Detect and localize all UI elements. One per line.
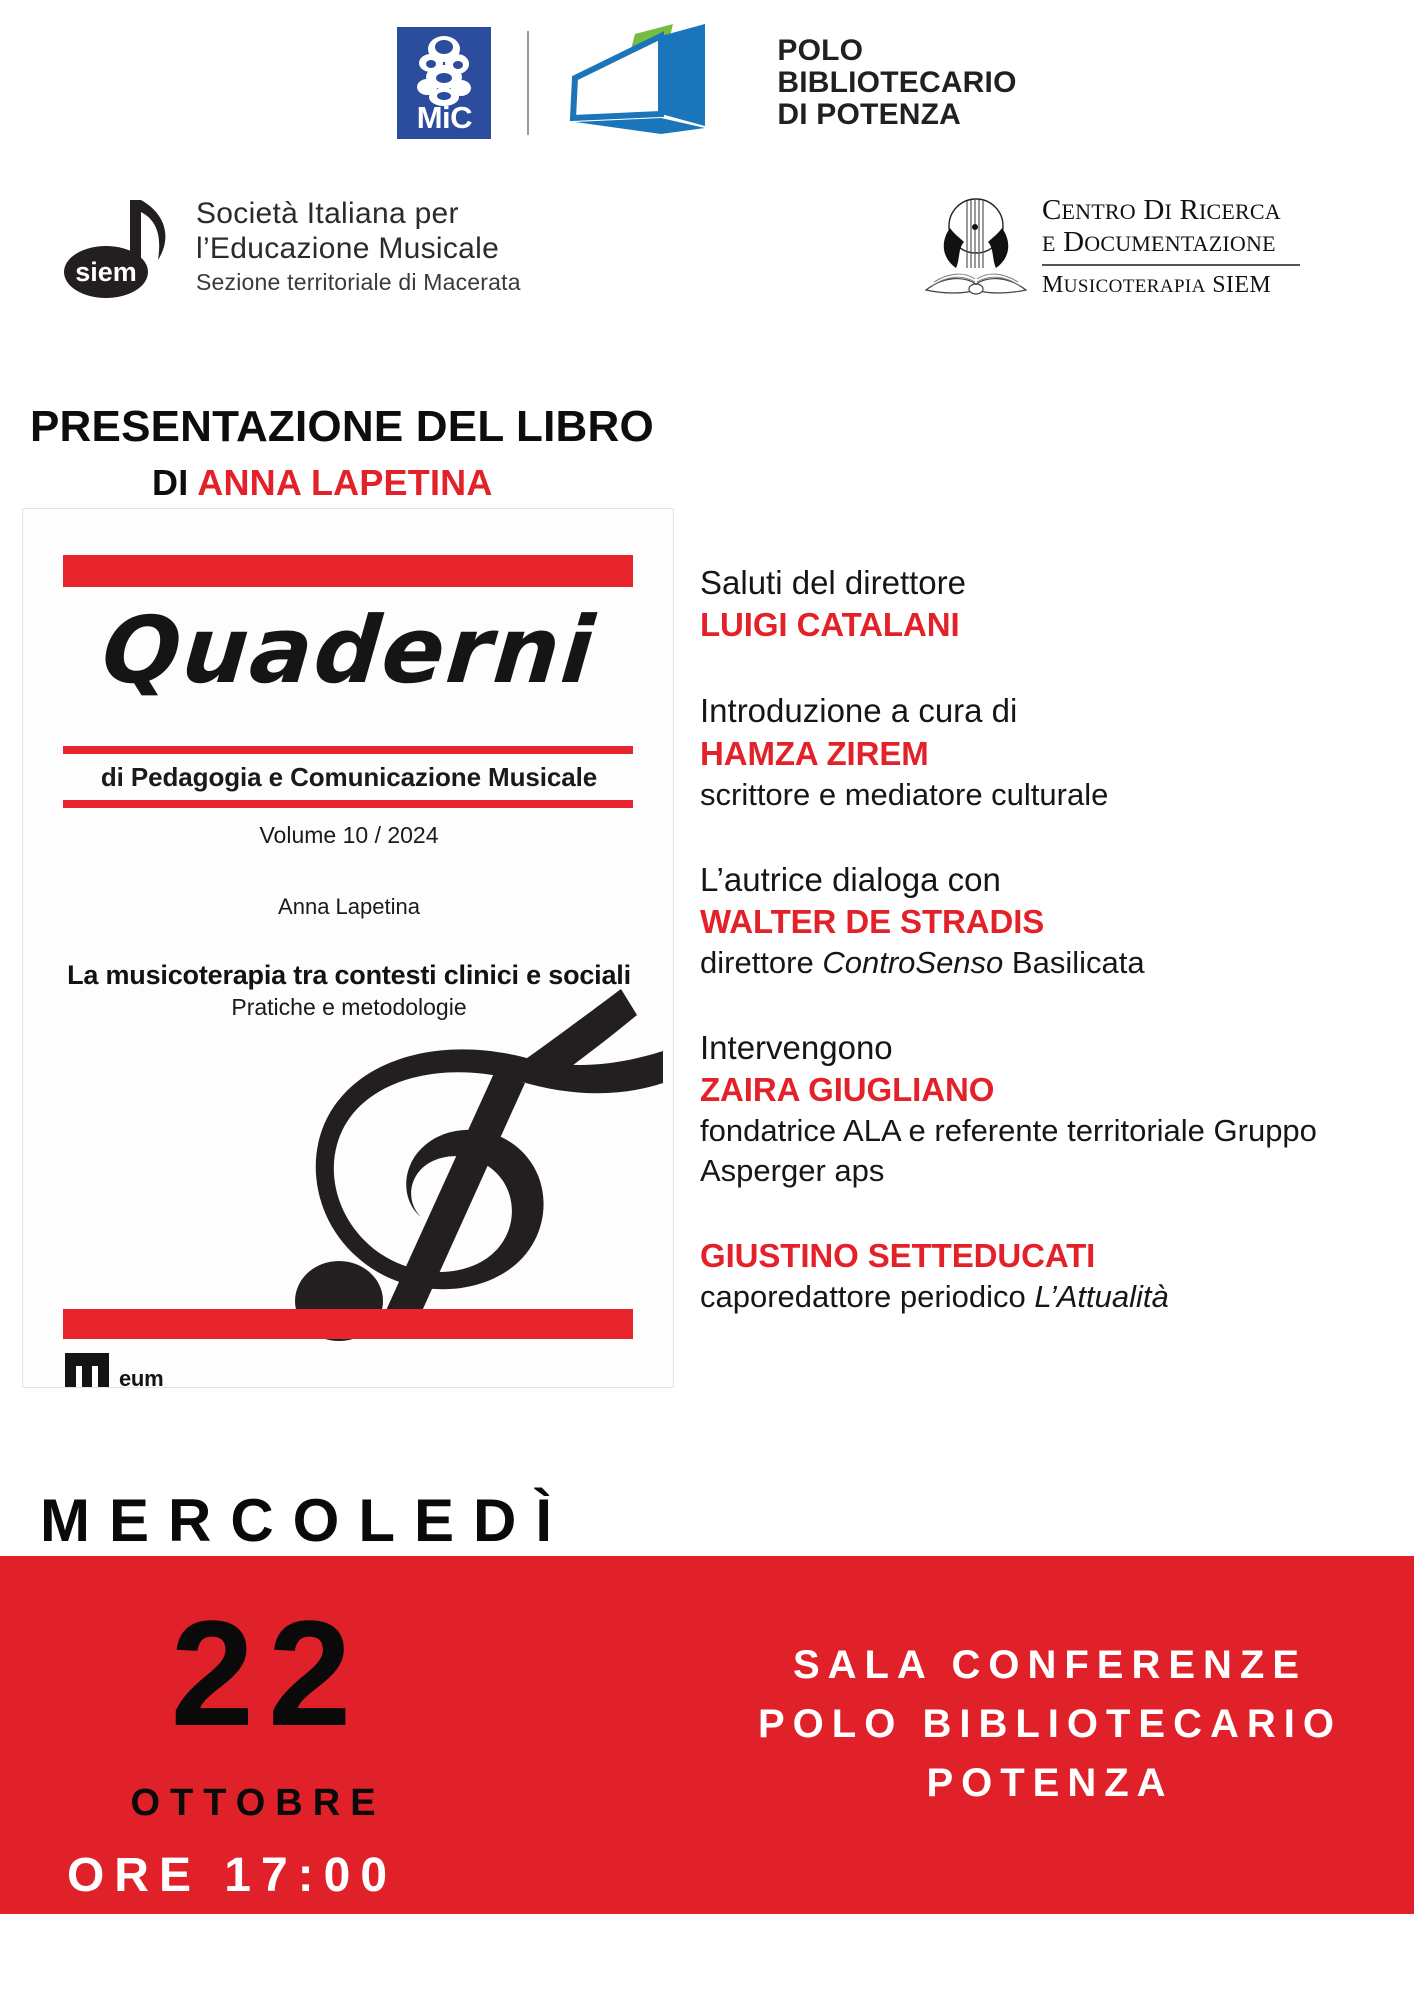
cover-bar-mid-upper	[63, 746, 633, 754]
program-speaker-role: fondatrice ALA e referente territoriale Gruppo Asperger aps	[700, 1113, 1317, 1188]
cover-subtitle: Pratiche e metodologie	[231, 994, 467, 1020]
publisher-name: eum	[119, 1366, 164, 1388]
event-time: ORE 17:00	[66, 1849, 398, 1902]
program-entry	[700, 1027, 1400, 1191]
by-prefix: DI	[152, 462, 198, 503]
cover-artwork	[151, 979, 674, 1349]
crd-divider	[1042, 264, 1300, 266]
cover-bar-bottom	[63, 1309, 633, 1339]
program-list	[700, 562, 1400, 1316]
svg-text:siem: siem	[75, 257, 137, 287]
polo-logo-text	[777, 35, 1016, 131]
siem-line-1: Società Italiana per	[196, 197, 459, 230]
eum-mark-icon	[65, 1353, 109, 1388]
event-weekday: MERCOLEDÌ	[40, 1487, 571, 1554]
program-entry	[700, 1235, 1400, 1317]
event-venue	[700, 1636, 1400, 1814]
event-month: OTTOBRE	[130, 1782, 386, 1824]
program-intro: Intervengono	[700, 1028, 893, 1066]
mic-logo	[397, 27, 491, 139]
cover-series-subtitle: di Pedagogia e Comunicazione Musicale	[100, 762, 598, 792]
polo-line-3: DI POTENZA	[777, 98, 962, 132]
cover-series-title: Quaderni	[98, 597, 600, 704]
program-speaker-name: WALTER DE STRADIS	[700, 902, 1045, 940]
program-intro: Introduzione a cura di	[700, 692, 1018, 730]
venue-line-3: POTENZA	[926, 1761, 1174, 1806]
cover-bar-mid-lower	[63, 800, 633, 808]
polo-line-2: BIBLIOTECARIO	[777, 65, 1017, 99]
author-name: ANNA LAPETINA	[197, 462, 493, 503]
crd-line-1: CENTRO DI RICERCA	[1042, 194, 1281, 226]
siem-line-2: l’Educazione Musicale	[196, 232, 500, 266]
page-title: PRESENTAZIONE DEL LIBRO	[30, 402, 654, 451]
program-speaker-role: direttore ControSenso Basilicata	[700, 945, 1145, 981]
crd-line-3: MUSICOTERAPIA SIEM	[1042, 271, 1272, 298]
siem-logo-text	[196, 186, 521, 298]
program-speaker-name: LUIGI CATALANI	[700, 606, 960, 644]
publisher-logo	[65, 1353, 163, 1388]
program-speaker-name: GIUSTINO SETTEDUCATI	[700, 1236, 1096, 1274]
venue-line-2: POLO BIBLIOTECARIO	[758, 1702, 1342, 1747]
program-speaker-name: HAMZA ZIREM	[700, 734, 929, 772]
program-intro: Saluti del direttore	[700, 564, 966, 601]
polo-building-icon	[565, 22, 755, 144]
polo-line-1: POLO	[777, 33, 864, 67]
cover-bar-top	[63, 555, 633, 587]
cover-volume: Volume 10 / 2024	[259, 822, 439, 848]
program-speaker-name: ZAIRA GIUGLIANO	[700, 1070, 995, 1108]
crd-line-2: E DOCUMENTAZIONE	[1042, 226, 1276, 259]
program-entry	[700, 690, 1400, 814]
centro-ricerca-logo	[920, 190, 1300, 299]
venue-line-1: SALA CONFERENZE	[792, 1643, 1308, 1687]
program-speaker-role: scrittore e mediatore culturale	[700, 776, 1109, 812]
program-intro: L’autrice dialoga con	[700, 860, 1001, 898]
siem-line-3: Sezione territoriale di Macerata	[196, 268, 521, 295]
cover-title: La musicoterapia tra contesti clinici e sociali	[67, 960, 631, 990]
crd-hands-book-icon	[920, 190, 1032, 298]
book-cover-image	[22, 508, 674, 1388]
siem-eighth-note-icon	[62, 186, 182, 298]
logo-divider	[527, 31, 529, 135]
top-logo-row	[0, 22, 1414, 144]
mic-logo-label: MiC	[416, 100, 473, 135]
siem-logo	[62, 186, 521, 298]
event-day: 22	[170, 1589, 366, 1757]
treble-clef-icon	[151, 979, 674, 1349]
program-speaker-role: caporedattore periodico L’Attualità	[700, 1278, 1169, 1314]
program-entry	[700, 562, 1400, 646]
centro-ricerca-text	[1042, 190, 1300, 299]
program-entry	[700, 859, 1400, 983]
cover-author: Anna Lapetina	[278, 894, 420, 919]
book-author-line	[152, 462, 493, 504]
partner-logo-row	[0, 186, 1414, 306]
